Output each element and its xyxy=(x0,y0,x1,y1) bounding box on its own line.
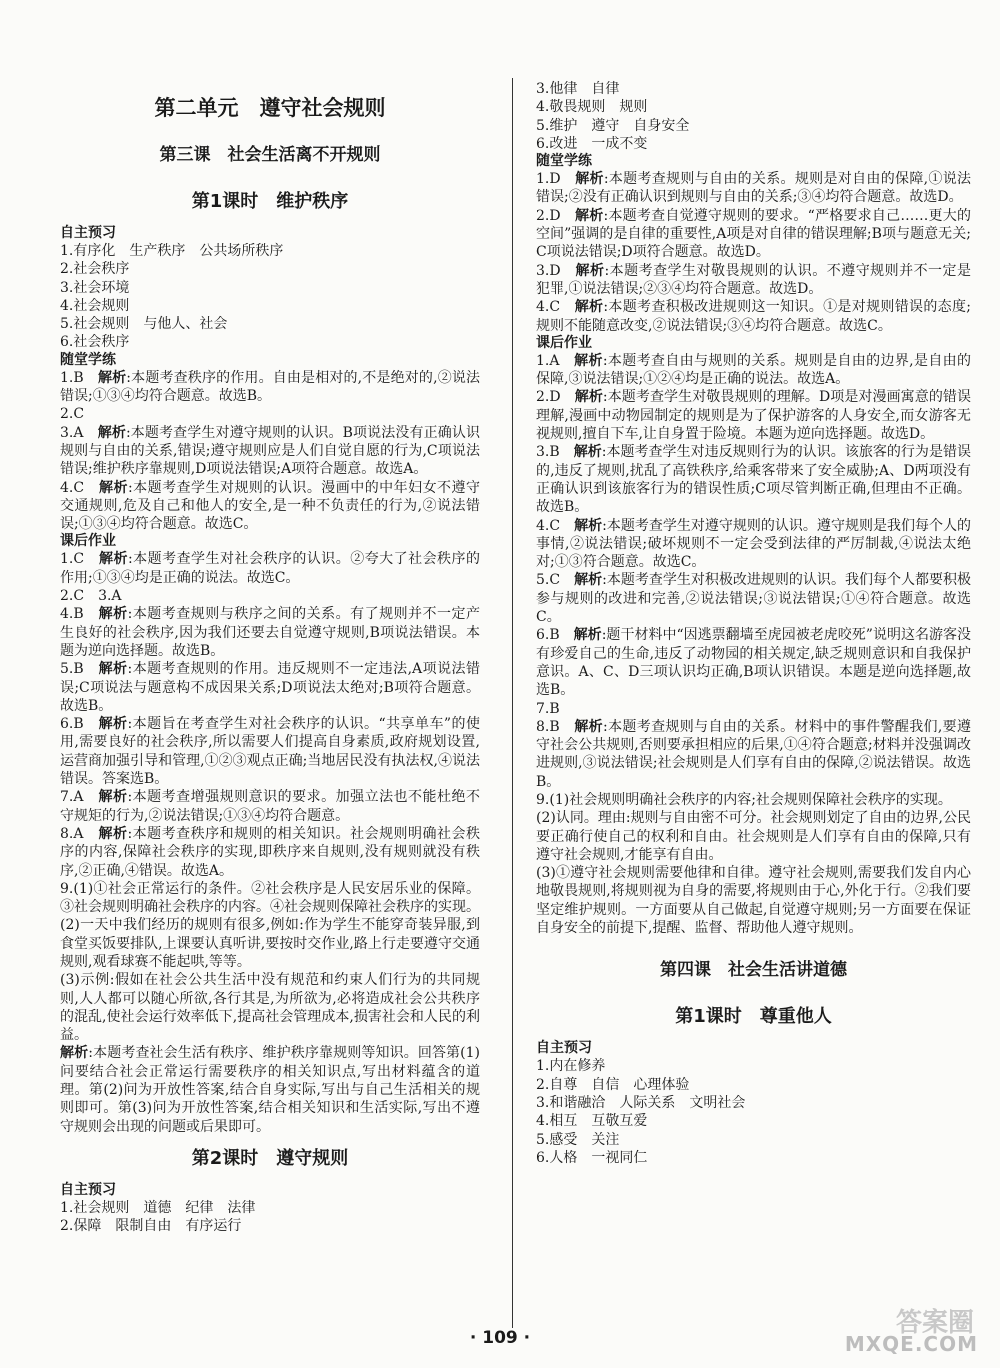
answer-item: 1.D 解析:本题考查规则与自由的关系。规则是对自由的保障,①说法错误;②没有正确认识到规则与自由的关系;③④均符合题意。故选D。 xyxy=(536,171,971,206)
answer-item: 5.B 解析:本题考查规则的作用。违反规则不一定违法,A项说法错误;C项说法与题意构不成因果关系;D项说法太绝对;B项符合题意。故选B。 xyxy=(60,661,481,714)
answer-paragraph: (2)一天中我们经历的规则有很多,例如:作为学生不能穿奇装异服,到食堂买饭要排队,上课要认真听讲,要按时交作业,路上行走要遵守交通规则,观看球赛不能起哄,等等。 xyxy=(60,917,480,970)
section-heading-class: 随堂学练 xyxy=(536,153,592,170)
preview-list xyxy=(60,242,480,352)
list-item: 1.内在修养 xyxy=(536,1058,606,1075)
period-title: 第2课时 遵守规则 xyxy=(191,1147,349,1169)
list-item: 1.有序化 生产秩序 公共场所秩序 xyxy=(60,243,284,259)
answer-paragraph: 9.(1)①社会正常运行的条件。②社会秩序是人民安居乐业的保障。③社会规则明确社会秩序的内容。④社会规则保障社会秩序的实现。 xyxy=(60,880,480,916)
section-heading-class: 随堂学练 xyxy=(60,351,116,368)
question-9-answer xyxy=(536,791,971,937)
class-answers xyxy=(536,170,971,335)
list-item: 2.保障 限制自由 有序运行 xyxy=(60,1218,242,1235)
watermark-brand: 答案圈 xyxy=(895,1308,974,1338)
list-item: 4.相互 互敬互爱 xyxy=(536,1113,648,1130)
list-item: 5.感受 关注 xyxy=(536,1131,620,1148)
page-number: · 109 · xyxy=(469,1328,531,1348)
answer-analysis: 解析:本题考查社会生活有秩序、维护秩序靠规则等知识。回答第(1)问要结合社会正常运行需要秩序的相关知识点,写出材料蕴含的道理。第(2)问为开放性答案,结合自身实际,写出与自己生活相关的规则即可。第(3)问为开放性答案,结合相关知识和生活实际,写出不遵守规则会出现的问题或后果即可。 xyxy=(60,1045,481,1135)
answer-item: 8.B 解析:本题考查规则与自由的关系。材料中的事件警醒我们,要遵守社会公共规则,否则要承担相应的后果,①④符合题意;材料并没强调改进规则,③说法错误;社会规则是人们享有自由的保障,②说法错误。故选B。 xyxy=(536,718,971,790)
list-item: 3.和谐融洽 人际关系 文明社会 xyxy=(536,1094,746,1111)
answer-item: 4.C 解析:本题考查积极改进规则这一知识。①是对规则错误的态度;规则不能随意改变,②说法错误;③④均符合题意。故选C。 xyxy=(536,299,971,334)
left-column xyxy=(60,78,480,1236)
answer-item: 4.C 解析:本题考查学生对遵守规则的认识。遵守规则是我们每个人的事情,②说法错误;破坏规则不一定会受到法律的严厉制裁,④说法太绝对;①③符合题意。故选C。 xyxy=(536,517,972,571)
watermark-site: MXQE.COM xyxy=(844,1332,978,1356)
list-item: 5.维护 遵守 自身安全 xyxy=(536,117,690,134)
section-heading-homework: 课后作业 xyxy=(536,334,592,351)
unit-title: 第二单元 遵守社会规则 xyxy=(154,96,386,120)
list-item: 5.社会规则 与他人、社会 xyxy=(60,316,228,333)
list-item: 2.社会秩序 xyxy=(60,261,130,278)
lesson-title: 第四课 社会生活讲道德 xyxy=(660,960,847,981)
class-answers xyxy=(60,369,480,534)
right-column xyxy=(536,80,971,1167)
preview-list xyxy=(60,1199,480,1236)
period-title: 第1课时 尊重他人 xyxy=(675,1006,832,1028)
preview-list-continued xyxy=(536,80,971,153)
answer-paragraph: (3)示例:假如在社会公共生活中没有规范和约束人们行为的共同规则,人人都可以随心所欲,各行其是,为所欲为,必将造成社会公共秩序的混乱,使社会运行效率低下,提高社会管理成本,损害社会和人民的利益。 xyxy=(60,972,480,1044)
answer-item: 3.B 解析:本题考查学生对违反规则行为的认识。该旅客的行为是错误的,违反了规则,扰乱了高铁秩序,给乘客带来了安全威胁;A、D两项没有正确认识到该旅客行为的错误性质;C项尽管判断正确,但理由不正确。故选B。 xyxy=(536,444,971,516)
list-item: 4.敬畏规则 规则 xyxy=(536,99,648,116)
answer-item: 3.D 解析:本题考查学生对敬畏规则的认识。不遵守规则并不一定是犯罪,①说法错误;②③④均符合题意。故选D。 xyxy=(536,262,971,297)
answer-paragraph: (3)①遵守社会规则需要他律和自律。遵守社会规则,需要我们发自内心地敬畏规则,将规则视为自身的需要,将规则由于心,外化于行。②我们要坚定维护规则。一方面要从自己做起,自觉遵守规则;另一方面要在保证自身安全的前提下,提醒、监督、帮助他人遵守规则。 xyxy=(536,865,971,937)
question-9-answer xyxy=(60,880,480,1136)
answer-item: 1.C 解析:本题考查学生对社会秩序的认识。②夸大了社会秩序的作用;①③④均是正确的说法。故选C。 xyxy=(60,551,481,586)
homework-answers xyxy=(536,352,971,791)
list-item: 6.改进 一成不变 xyxy=(536,135,648,152)
answer-item: 1.B 解析:本题考查秩序的作用。自由是相对的,不是绝对的,②说法错误;①③④均符合题意。故选B。 xyxy=(60,369,481,405)
answer-item: 1.A 解析:本题考查自由与规则的关系。规则是自由的边界,是自由的保障,③说法错误;①②④均是正确的说法。故选A。 xyxy=(536,352,972,388)
answer-item: 4.C 解析:本题考查学生对规则的认识。漫画中的中年妇女不遵守交通规则,危及自己和他人的安全,是一种不负责任的行为,②说法错误;①③④均符合题意。故选C。 xyxy=(60,479,481,533)
watermark-logo xyxy=(844,1302,984,1360)
answer-item: 7.B xyxy=(536,700,560,717)
lesson-title: 第三课 社会生活离不开规则 xyxy=(159,145,381,165)
list-item: 3.社会环境 xyxy=(60,279,130,296)
list-item: 2.自尊 自信 心理体验 xyxy=(536,1076,690,1093)
answer-item: 7.A 解析:本题考查增强规则意识的要求。加强立法也不能杜绝不守规矩的行为,②说法错误;①③④均符合题意。 xyxy=(60,789,481,824)
answer-item: 2.C 3.A xyxy=(60,588,122,605)
answer-item: 8.A 解析:本题考查秩序和规则的相关知识。社会规则明确社会秩序的内容,保障社会秩序的实现,即秩序来自规则,没有规则就没有秩序,②正确,④错误。故选A。 xyxy=(60,825,481,879)
answer-paragraph: 9.(1)社会规则明确社会秩序的内容;社会规则保障社会秩序的实现。 xyxy=(536,791,952,808)
list-item: 3.他律 自律 xyxy=(536,81,620,97)
section-heading-preview: 自主预习 xyxy=(536,1040,592,1057)
list-item: 1.社会规则 道德 纪律 法律 xyxy=(60,1199,256,1216)
answer-paragraph: (2)认同。理由:规则与自由密不可分。社会规则划定了自由的边界,公民要正确行使自己的权利和自由。社会规则是人们享有自由的保障,只有遵守社会规则,才能享有自由。 xyxy=(536,810,971,863)
answer-item: 2.D 解析:本题考查学生对敬畏规则的理解。D项是对漫画寓意的错误理解,漫画中动物园制定的规则是为了保护游客的人身安全,而女游客无视规则,擅自下车,让自身置于险境。本题为逆向选择题。故选D。 xyxy=(536,389,971,443)
answer-item: 5.C 解析:本题考查学生对积极改进规则的认识。我们每个人都要积极参与规则的改进和完善,②说法错误;③说法错误;①④符合题意。故选C。 xyxy=(536,572,972,626)
period-title: 第1课时 维护秩序 xyxy=(191,191,349,212)
answer-item: 2.C xyxy=(60,406,85,423)
answer-item: 6.B 解析:本题旨在考查学生对社会秩序的认识。“共享单车”的使用,需要良好的社会秩序,所以需要人们提高自身素质,政府规划设置,运营商加强引导和管理,①②③观点正确;当地居民没有执法权,④说法错误。答案选B。 xyxy=(60,716,481,788)
section-heading-preview: 自主预习 xyxy=(60,225,116,241)
answer-item: 6.B 解析:题干材料中“因逃票翻墙至虎园被老虎咬死”说明这名游客没有珍爱自己的生命,违反了动物园的相关规定,缺乏规则意识和自我保护意识。A、C、D三项认识均正确,B项认识错误。本题是逆向选择题,故选B。 xyxy=(536,627,972,699)
homework-answers xyxy=(60,550,480,879)
answer-item: 3.A 解析:本题考查学生对遵守规则的认识。B项说法没有正确认识规则与自由的关系,错误;遵守规则应是人们自觉自愿的行为,C项说法错误;维护秩序靠规则,D项说法错误;A项符合题意。故选A。 xyxy=(60,424,481,478)
answer-item: 4.B 解析:本题考查规则与秩序之间的关系。有了规则并不一定产生良好的社会秩序,因为我们还要去自觉遵守规则,B项说法错误。本题为逆向选择题。故选B。 xyxy=(60,606,481,659)
preview-list xyxy=(536,1057,971,1167)
list-item: 4.社会规则 xyxy=(60,297,130,314)
list-item: 6.社会秩序 xyxy=(60,334,130,351)
section-heading-homework: 课后作业 xyxy=(60,533,116,550)
section-heading-preview: 自主预习 xyxy=(60,1181,116,1198)
answer-item: 2.D 解析:本题考查自觉遵守规则的要求。“严格要求自己……更大的空间”强调的是自律的重要性,A项是对自律的错误理解;B项与题意无关;C项说法错误;D项符合题意。故选D。 xyxy=(536,207,972,261)
column-divider xyxy=(512,78,513,1328)
list-item: 6.人格 一视同仁 xyxy=(536,1149,648,1166)
